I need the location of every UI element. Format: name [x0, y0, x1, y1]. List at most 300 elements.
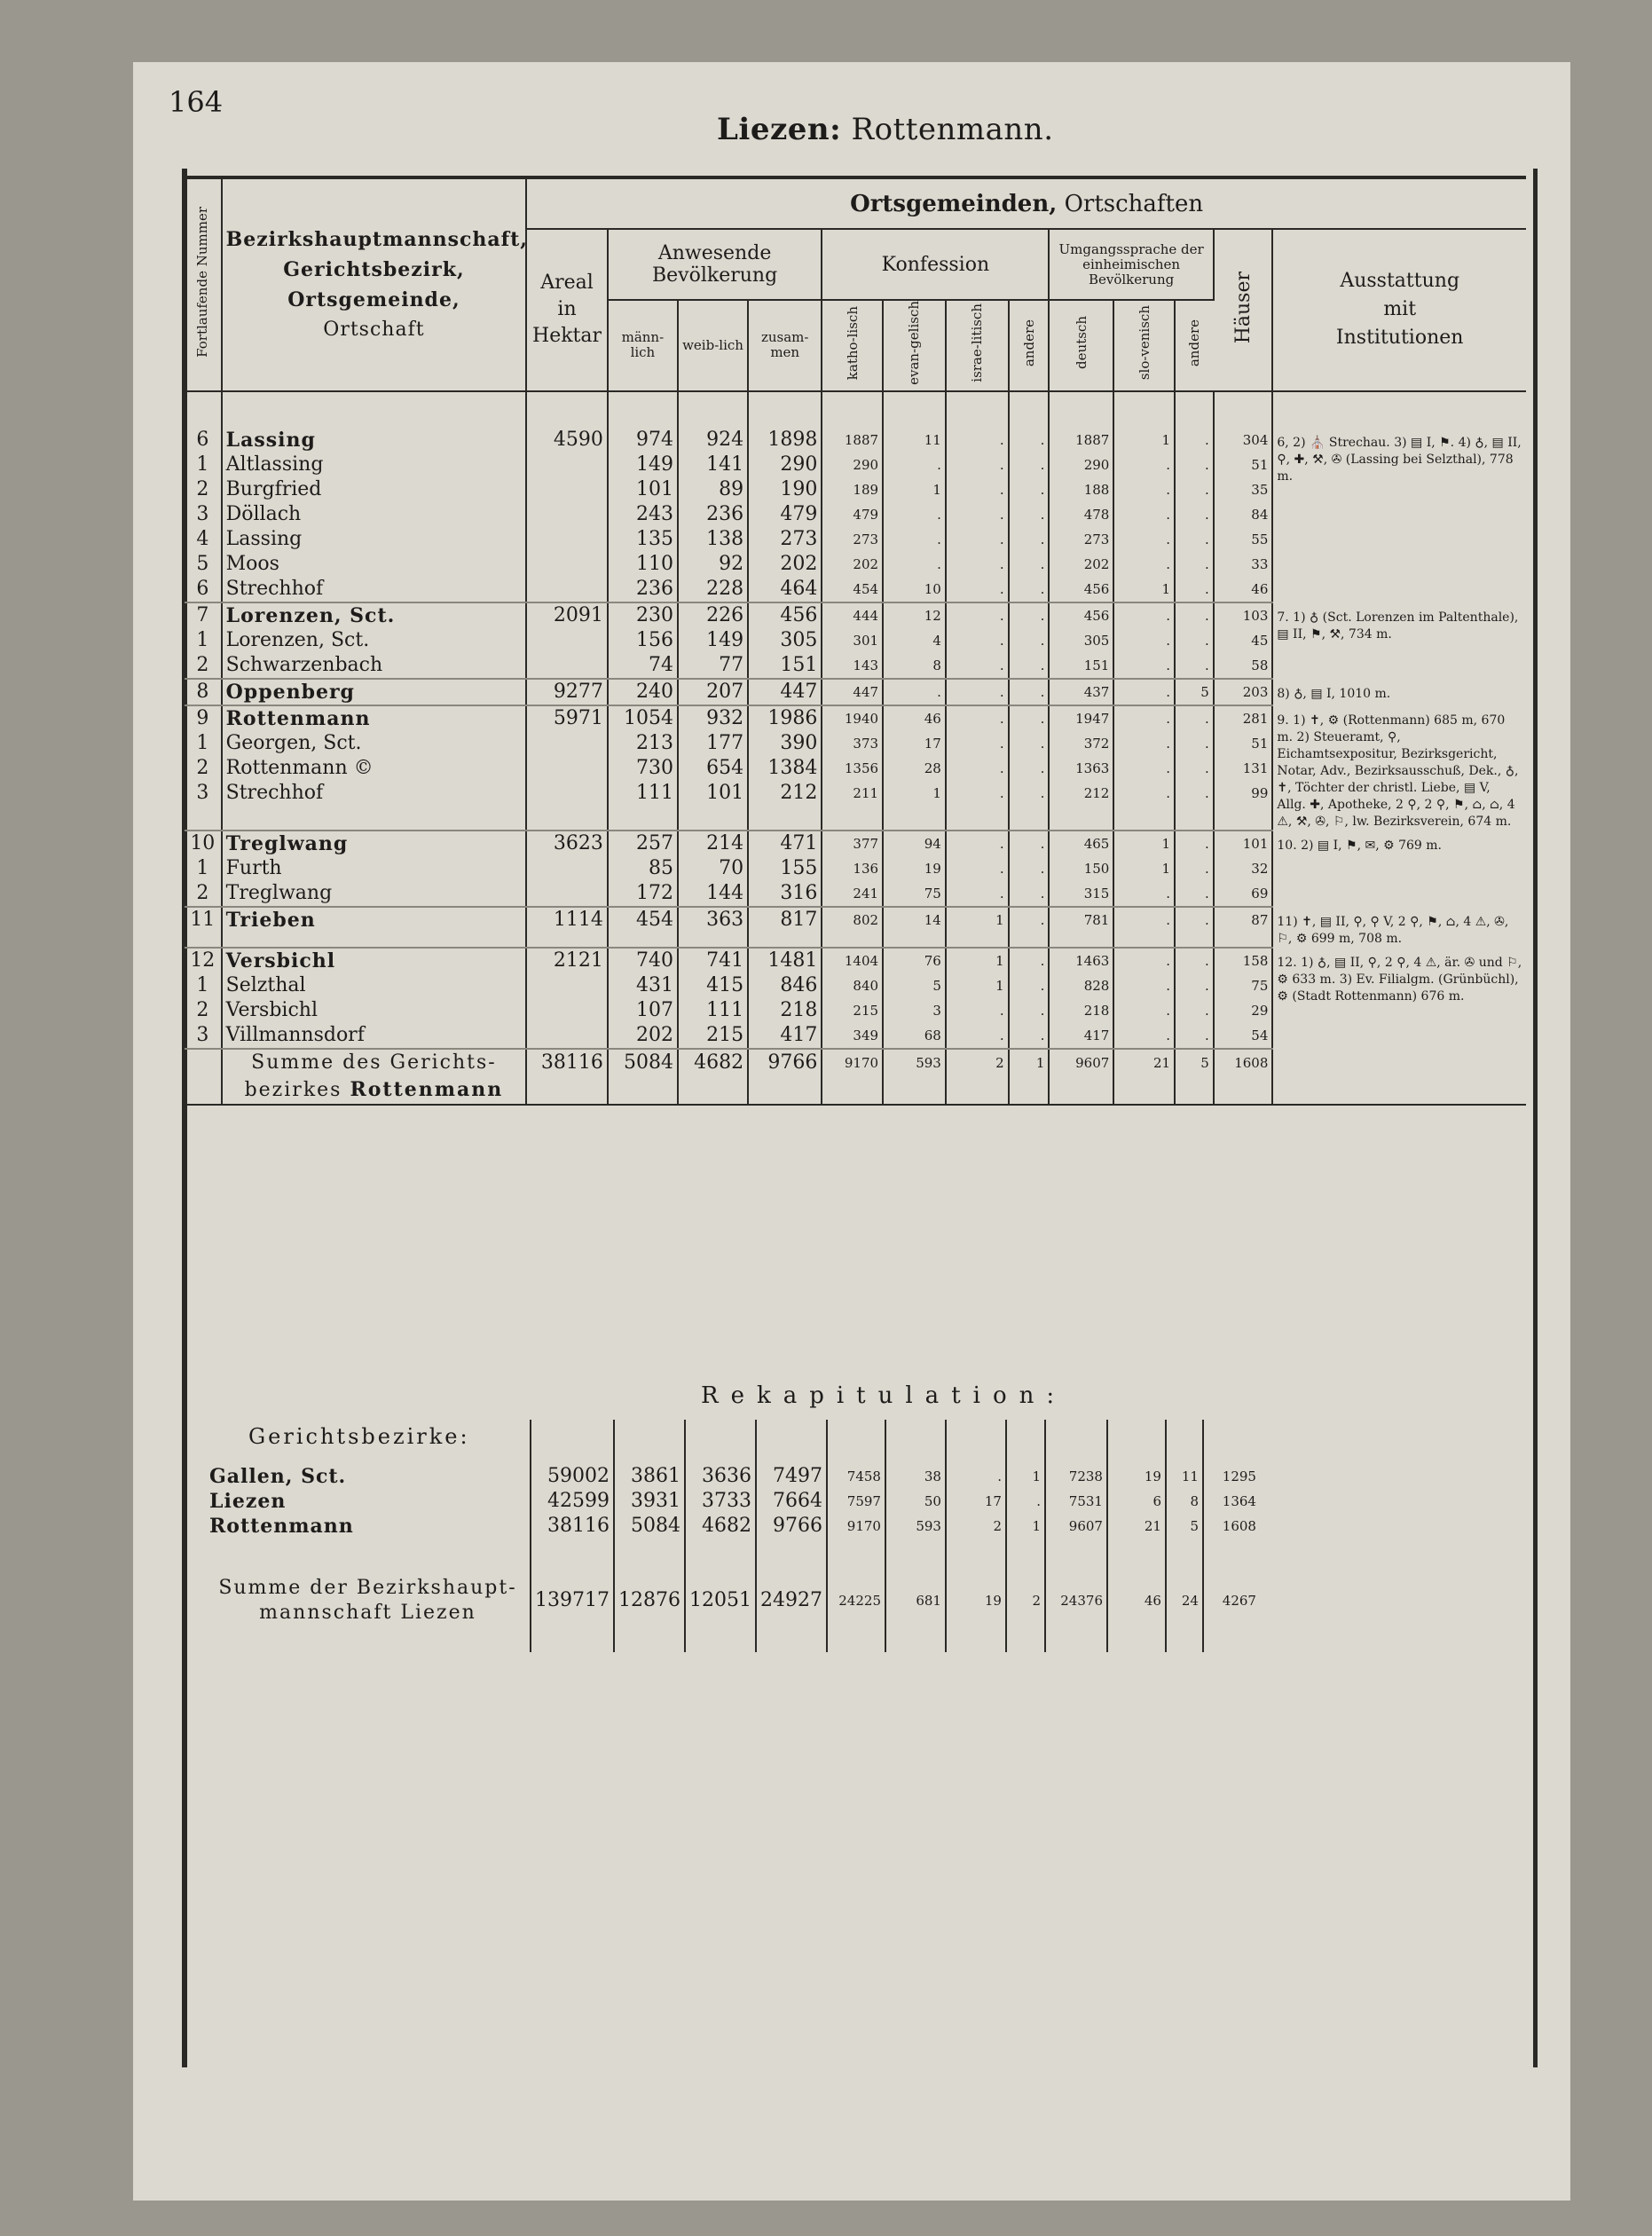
evangelical-value: 5 — [932, 977, 941, 994]
female-value: 226 — [706, 603, 744, 626]
male-value: 156 — [635, 628, 673, 651]
houses-value: 84 — [1251, 506, 1269, 523]
other-conf-value: . — [1040, 784, 1045, 801]
running-number: 2 — [196, 477, 209, 500]
recap-male: 3861 — [614, 1464, 685, 1489]
cell-area — [526, 679, 608, 705]
other-lang-value: . — [1204, 657, 1209, 673]
cell-evangelical — [883, 679, 946, 705]
sum-slovene: 21 — [1113, 1049, 1175, 1105]
german-value: 218 — [1083, 1002, 1110, 1019]
female-value: 415 — [706, 973, 744, 996]
running-number: 1 — [196, 731, 209, 754]
catholic-value: 447 — [853, 683, 879, 700]
locality-name: Moos — [225, 552, 279, 575]
cell-male — [608, 602, 678, 679]
jewish-value: . — [999, 760, 1004, 776]
other-conf-value: . — [1040, 481, 1045, 498]
municipality-block — [185, 679, 1526, 705]
page-title-bold: Liezen: — [717, 112, 842, 147]
running-number: 11 — [190, 908, 216, 931]
houses-value: 35 — [1251, 481, 1269, 498]
catholic-value: 136 — [853, 860, 879, 877]
municipality-name: Trieben — [225, 908, 316, 932]
col-group-population: Anwesende Bevölkerung — [608, 229, 822, 300]
german-value: 781 — [1083, 911, 1110, 928]
other-conf-value: . — [1040, 683, 1045, 700]
catholic-value: 840 — [853, 977, 879, 994]
cell-female — [678, 907, 748, 948]
cell-german — [1049, 948, 1113, 1049]
evangelical-value: 28 — [924, 760, 941, 776]
recap-slovene: 6 — [1107, 1489, 1166, 1514]
cell-institutions: 11) ✝, ▤ II, ⚲, ⚲ V, 2 ⚲, ⚑, ⌂, 4 ⚠, ✇, ⚐, ⚙ 699 m, 708 m. — [1277, 914, 1509, 946]
recap-tail-cell — [946, 1626, 1006, 1652]
slovene-value: . — [1166, 735, 1171, 752]
recap-sum-catholic: 24225 — [827, 1576, 885, 1626]
cell-other_conf — [1009, 428, 1050, 602]
recap-spacer-cell — [1045, 1539, 1107, 1576]
cell-name — [222, 907, 527, 948]
recap-spacer-cell — [614, 1539, 685, 1576]
cell-houses — [1214, 705, 1273, 831]
recap-other-conf: 1 — [1006, 1514, 1045, 1539]
jewish-value: . — [999, 1002, 1004, 1019]
slovene-value: . — [1166, 1027, 1171, 1043]
table-body — [185, 391, 1526, 1105]
recap-evangelical: 38 — [885, 1464, 946, 1489]
houses-value: 101 — [1242, 835, 1269, 852]
recap-spacer-cell — [827, 1420, 885, 1464]
col-jewish: israe-litisch — [946, 300, 1009, 391]
cell-nr — [185, 428, 222, 602]
other-conf-value: . — [1040, 911, 1045, 928]
col-group-municipalities: Ortsgemeinden, Ortschaften — [526, 179, 1526, 229]
jewish-value: . — [999, 555, 1004, 572]
cell-catholic — [822, 948, 883, 1049]
catholic-value: 290 — [853, 456, 879, 473]
evangelical-value: 19 — [924, 860, 941, 877]
recap-spacer-cell — [531, 1420, 614, 1464]
sum-nr — [185, 1049, 222, 1105]
locality-name: Döllach — [225, 502, 302, 525]
cell-institutions: 7. 1) ♁ (Sct. Lorenzen im Paltenthale), ▤ II, ⚑, ⚒, 734 m. — [1277, 610, 1519, 642]
cell-female — [678, 831, 748, 907]
col-running-number: Fortlaufende Nummer — [185, 179, 222, 391]
male-value: 740 — [635, 949, 673, 972]
recap-female: 4682 — [685, 1514, 756, 1539]
locality-name: Altlassing — [225, 453, 324, 476]
recap-sum-female: 12051 — [685, 1576, 756, 1626]
recap-title: Rekapitulation: — [701, 1382, 1067, 1409]
slovene-value: . — [1166, 784, 1171, 801]
page-number: 164 — [169, 85, 224, 119]
slovene-value: . — [1166, 683, 1171, 700]
recap-jewish: . — [946, 1464, 1006, 1489]
catholic-value: 1404 — [844, 952, 879, 969]
other-conf-value: . — [1040, 977, 1045, 994]
male-value: 110 — [635, 552, 673, 575]
total-value: 846 — [780, 973, 818, 996]
recap-area: 42599 — [531, 1489, 614, 1514]
houses-value: 45 — [1251, 632, 1269, 649]
municipality-block — [185, 948, 1526, 1049]
running-number: 1 — [196, 856, 209, 879]
jewish-value: 1 — [995, 952, 1004, 969]
german-value: 273 — [1083, 531, 1110, 547]
slovene-value: . — [1166, 555, 1171, 572]
locality-name: Georgen, Sct. — [225, 731, 362, 754]
german-value: 437 — [1083, 683, 1110, 700]
col-group-confession: Konfession — [822, 229, 1049, 300]
houses-value: 54 — [1251, 1027, 1269, 1043]
catholic-value: 444 — [853, 607, 879, 624]
sum-male: 5084 — [608, 1049, 678, 1105]
male-value: 974 — [635, 428, 673, 451]
slovene-value: . — [1166, 760, 1171, 776]
recap-total: 7664 — [756, 1489, 827, 1514]
running-number: 2 — [196, 881, 209, 904]
evangelical-value: 17 — [924, 735, 941, 752]
total-value: 290 — [780, 453, 818, 476]
recap-german: 9607 — [1045, 1514, 1107, 1539]
evangelical-value: . — [937, 555, 941, 572]
cell-total — [748, 602, 822, 679]
german-value: 372 — [1083, 735, 1110, 752]
total-value: 447 — [780, 680, 818, 703]
evangelical-value: 76 — [924, 952, 941, 969]
catholic-value: 189 — [853, 481, 879, 498]
cell-other_lang — [1175, 705, 1214, 831]
total-value: 456 — [780, 603, 818, 626]
female-value: 89 — [719, 477, 744, 500]
cell-german — [1049, 907, 1113, 948]
recap-sum-houses: 4267 — [1222, 1593, 1256, 1609]
recap-tail — [206, 1626, 1260, 1652]
german-value: 1363 — [1075, 760, 1110, 776]
cell-houses — [1214, 679, 1273, 705]
sum-label-line2 — [226, 1076, 523, 1104]
other-conf-value: . — [1040, 735, 1045, 752]
cell-nr — [185, 602, 222, 679]
recap-sum-jewish: 19 — [946, 1576, 1006, 1626]
houses-value: 75 — [1251, 977, 1269, 994]
recap-area: 38116 — [531, 1514, 614, 1539]
locality-name: Schwarzenbach — [225, 653, 383, 676]
area-value: 1114 — [553, 908, 603, 931]
cell-other_lang — [1175, 907, 1214, 948]
locality-name: Furth — [225, 856, 282, 879]
recap-sum-row — [206, 1576, 1260, 1626]
sum-evangelical: 593 — [883, 1049, 946, 1105]
cell-total — [748, 948, 822, 1049]
locality-name: Rottenmann © — [225, 756, 374, 779]
other-conf-value: . — [1040, 1002, 1045, 1019]
municipality-name: Lassing — [225, 428, 316, 452]
total-value: 155 — [780, 856, 818, 879]
evangelical-value: 14 — [924, 911, 941, 928]
german-value: 290 — [1083, 456, 1110, 473]
evangelical-value: 46 — [924, 710, 941, 727]
cell-other_lang — [1175, 428, 1214, 602]
recap-spacer-cell — [685, 1539, 756, 1576]
jewish-value: . — [999, 657, 1004, 673]
sum-label-line1: Summe des Gerichts- — [251, 1051, 497, 1074]
german-value: 478 — [1083, 506, 1110, 523]
other-conf-value: . — [1040, 506, 1045, 523]
recap-row — [206, 1464, 1260, 1489]
male-value: 230 — [635, 603, 673, 626]
cell-other_conf — [1009, 705, 1050, 831]
german-value: 151 — [1083, 657, 1110, 673]
recap-total: 7497 — [756, 1464, 827, 1489]
other-lang-value: . — [1204, 506, 1209, 523]
recap-evangelical: 50 — [885, 1489, 946, 1514]
area-value: 2091 — [553, 603, 603, 626]
german-value: 465 — [1083, 835, 1110, 852]
houses-value: 33 — [1251, 555, 1269, 572]
evangelical-value: . — [937, 456, 941, 473]
running-number: 6 — [196, 577, 209, 600]
cell-male — [608, 705, 678, 831]
recap-spacer-cell — [206, 1420, 531, 1464]
recap-evangelical: 593 — [885, 1514, 946, 1539]
female-value: 215 — [706, 1023, 744, 1046]
municipality-name: Lorenzen, Sct. — [225, 603, 396, 627]
evangelical-value: 12 — [924, 607, 941, 624]
running-number: 8 — [196, 680, 209, 703]
other-lang-value: . — [1204, 952, 1209, 969]
cell-total — [748, 428, 822, 602]
cell-male — [608, 679, 678, 705]
recap-spacer-cell — [1166, 1539, 1203, 1576]
running-number: 7 — [196, 603, 209, 626]
female-value: 363 — [706, 908, 744, 931]
female-value: 214 — [706, 831, 744, 854]
area-value: 5971 — [553, 706, 603, 729]
recap-tail-cell — [1203, 1626, 1260, 1652]
recap-houses: 1364 — [1222, 1493, 1256, 1509]
jewish-value: . — [999, 456, 1004, 473]
recap-sum-male: 12876 — [614, 1576, 685, 1626]
cell-name — [222, 705, 527, 831]
male-value: 213 — [635, 731, 673, 754]
recap-spacer-cell — [1045, 1420, 1107, 1464]
german-value: 1887 — [1075, 431, 1110, 448]
recap-tail-cell — [531, 1626, 614, 1652]
cell-slovene — [1113, 428, 1175, 602]
cell-other_lang — [1175, 831, 1214, 907]
other-lang-value: . — [1204, 481, 1209, 498]
cell-jewish — [946, 705, 1009, 831]
table-head — [185, 179, 1526, 391]
houses-value: 32 — [1251, 860, 1269, 877]
german-value: 202 — [1083, 555, 1110, 572]
total-value: 202 — [780, 552, 818, 575]
recap-row — [206, 1489, 1260, 1514]
houses-value: 304 — [1242, 431, 1269, 448]
male-value: 202 — [635, 1023, 673, 1046]
other-lang-value: . — [1204, 784, 1209, 801]
catholic-value: 377 — [853, 835, 879, 852]
cell-houses — [1214, 428, 1273, 602]
recap-spacer-cell — [614, 1420, 685, 1464]
other-lang-value: . — [1204, 580, 1209, 597]
male-value: 111 — [635, 781, 673, 804]
col-institutions: Ausstattung mit Institutionen — [1272, 229, 1526, 391]
recap-spacer-cell — [206, 1539, 531, 1576]
cell-name — [222, 679, 527, 705]
other-lang-value: . — [1204, 607, 1209, 624]
jewish-value: . — [999, 784, 1004, 801]
recap-sum-label — [206, 1576, 531, 1626]
german-value: 456 — [1083, 580, 1110, 597]
recap-table — [206, 1420, 1260, 1652]
sum-institutions — [1272, 1049, 1526, 1105]
col-other-language: andere — [1175, 300, 1214, 391]
houses-value: 55 — [1251, 531, 1269, 547]
cell-total — [748, 831, 822, 907]
other-lang-value: . — [1204, 555, 1209, 572]
running-number: 6 — [196, 428, 209, 451]
recap-slovene: 19 — [1107, 1464, 1166, 1489]
slovene-value: . — [1166, 710, 1171, 727]
other-conf-value: . — [1040, 952, 1045, 969]
recap-tail-cell — [885, 1626, 946, 1652]
cell-other_conf — [1009, 831, 1050, 907]
locality-name: Strechhof — [225, 781, 324, 804]
slovene-value: . — [1166, 481, 1171, 498]
cell-evangelical — [883, 831, 946, 907]
male-value: 149 — [635, 453, 673, 476]
locality-name: Villmannsdorf — [225, 1023, 365, 1046]
slovene-value: . — [1166, 952, 1171, 969]
cell-jewish — [946, 428, 1009, 602]
cell-female — [678, 679, 748, 705]
recap-spacer-cell — [1166, 1420, 1203, 1464]
recap-tail-cell — [827, 1626, 885, 1652]
recap-male: 3931 — [614, 1489, 685, 1514]
running-number: 3 — [196, 781, 209, 804]
other-lang-value: . — [1204, 885, 1209, 901]
jewish-value: . — [999, 1027, 1004, 1043]
jewish-value: . — [999, 580, 1004, 597]
slovene-value: . — [1166, 911, 1171, 928]
sum-jewish: 2 — [946, 1049, 1009, 1105]
recap-tail-cell — [1045, 1626, 1107, 1652]
area-value: 2121 — [553, 949, 603, 972]
cell-nr — [185, 907, 222, 948]
recap-jewish: 2 — [946, 1514, 1006, 1539]
female-value: 77 — [719, 653, 744, 676]
houses-value: 281 — [1242, 710, 1269, 727]
recap-spacer-cell — [756, 1420, 827, 1464]
sum-other-lang: 5 — [1175, 1049, 1214, 1105]
running-number: 1 — [196, 453, 209, 476]
cell-houses — [1214, 602, 1273, 679]
total-value: 305 — [780, 628, 818, 651]
recap-male: 5084 — [614, 1514, 685, 1539]
col-male: männ-lich — [608, 300, 678, 391]
cell-name — [222, 948, 527, 1049]
running-number: 2 — [196, 653, 209, 676]
cell-other_conf — [1009, 679, 1050, 705]
sum-label-bold: Rottenmann — [350, 1077, 504, 1101]
recap-body — [206, 1420, 1260, 1652]
col-other-confession: andere — [1009, 300, 1050, 391]
other-conf-value: . — [1040, 1027, 1045, 1043]
catholic-value: 479 — [853, 506, 879, 523]
male-value: 257 — [635, 831, 673, 854]
cell-total — [748, 907, 822, 948]
cell-male — [608, 428, 678, 602]
col-female: weib-lich — [678, 300, 748, 391]
male-value: 454 — [635, 908, 673, 931]
recap-houses: 1608 — [1222, 1518, 1256, 1534]
recap-other-conf: . — [1006, 1489, 1045, 1514]
female-value: 236 — [706, 502, 744, 525]
sum-label-plain: bezirkes — [244, 1078, 350, 1101]
locality-name: Lorenzen, Sct. — [225, 628, 370, 651]
other-conf-value: . — [1040, 657, 1045, 673]
cell-slovene — [1113, 948, 1175, 1049]
recap-tail-cell — [756, 1626, 827, 1652]
cell-other_lang — [1175, 948, 1214, 1049]
recap-other-conf: 1 — [1006, 1464, 1045, 1489]
locality-name: Treglwang — [225, 881, 333, 904]
page-border-right — [1533, 169, 1538, 2067]
recap-catholic: 9170 — [827, 1514, 885, 1539]
recap-jewish: 17 — [946, 1489, 1006, 1514]
running-number: 10 — [190, 831, 216, 854]
recap-tail-cell — [206, 1626, 531, 1652]
cell-area — [526, 948, 608, 1049]
running-number: 9 — [196, 706, 209, 729]
cell-total — [748, 679, 822, 705]
cell-german — [1049, 602, 1113, 679]
other-lang-value: . — [1204, 456, 1209, 473]
slovene-value: . — [1166, 607, 1171, 624]
recap-tail-cell — [1166, 1626, 1203, 1652]
jewish-value: . — [999, 710, 1004, 727]
other-lang-value: . — [1204, 632, 1209, 649]
houses-value: 203 — [1242, 683, 1269, 700]
male-value: 1054 — [623, 706, 673, 729]
cell-slovene — [1113, 602, 1175, 679]
cell-houses — [1214, 948, 1273, 1049]
recap-sum-total: 24927 — [756, 1576, 827, 1626]
col-total: zusam-men — [748, 300, 822, 391]
cell-male — [608, 907, 678, 948]
cell-german — [1049, 679, 1113, 705]
recap-other-lang: 8 — [1166, 1489, 1203, 1514]
total-value: 1898 — [767, 428, 818, 451]
catholic-value: 202 — [853, 555, 879, 572]
evangelical-value: 1 — [932, 784, 941, 801]
recap-spacer-cell — [885, 1420, 946, 1464]
col-catholic: katho-lisch — [822, 300, 883, 391]
recap-spacer — [206, 1539, 1260, 1576]
female-value: 144 — [706, 881, 744, 904]
female-value: 207 — [706, 680, 744, 703]
female-value: 228 — [706, 577, 744, 600]
table-spacer — [185, 391, 1526, 428]
catholic-value: 211 — [853, 784, 879, 801]
total-value: 1384 — [767, 756, 818, 779]
cell-catholic — [822, 705, 883, 831]
female-value: 177 — [706, 731, 744, 754]
cell-male — [608, 948, 678, 1049]
